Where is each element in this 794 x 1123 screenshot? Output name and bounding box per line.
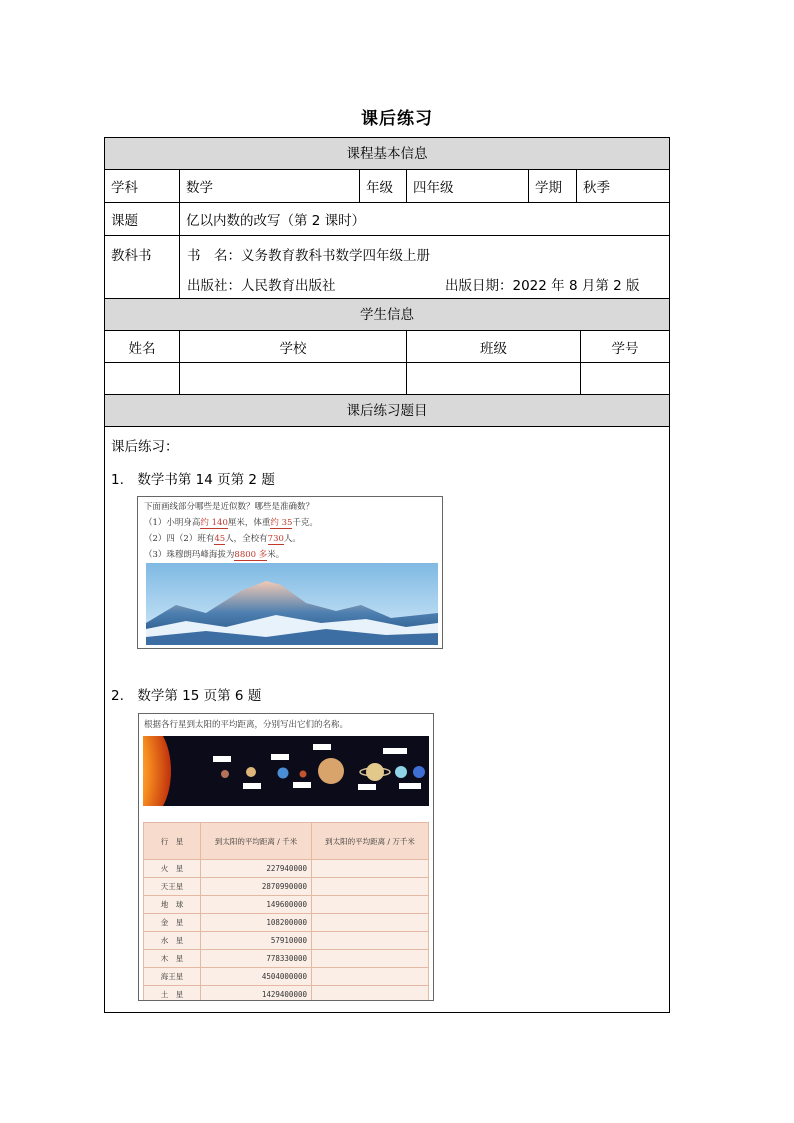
planet-distance-table: [143, 822, 429, 1001]
term-value: 秋季: [583, 180, 610, 196]
subject-value: 数学: [180, 170, 360, 202]
exercises-intro: 课后练习：: [111, 439, 179, 455]
publisher: 出版社：人民教育出版社: [187, 278, 336, 294]
table-row: 海王星 4504000000: [144, 968, 429, 986]
grade-label: 年级: [360, 170, 407, 202]
answer-cell[interactable]: [312, 932, 429, 950]
topic-row: [105, 203, 669, 236]
publish-date: 出版日期：2022 年 8 月第 2 版: [445, 278, 640, 294]
topic-value: 亿以内数的改写（第 2 课时）: [186, 213, 366, 229]
answer-cell[interactable]: [312, 860, 429, 878]
answer-cell[interactable]: [312, 896, 429, 914]
answer-cell[interactable]: [312, 986, 429, 1002]
table-row: 地 球 149600000: [144, 896, 429, 914]
student-columns-row: [105, 331, 669, 363]
exercise-1-image: [137, 496, 443, 649]
table-row: 金 星 108200000: [144, 914, 429, 932]
page-title: 课后练习: [361, 109, 433, 129]
textbook-label: 教科书: [105, 236, 180, 298]
th-planet: 行 星: [144, 823, 201, 860]
answer-cell[interactable]: [312, 968, 429, 986]
school-field[interactable]: [180, 363, 407, 394]
exercises-header: 课后练习题目: [105, 395, 669, 427]
book-name: 书 名：义务教育教科书数学四年级上册: [187, 248, 430, 264]
ex2-question: 根据各行星到太阳的平均距离，分别写出它们的名称。: [144, 720, 349, 730]
textbook-row: [105, 236, 669, 299]
question-1-title: 1. 数学书第 14 页第 2 题: [111, 472, 275, 488]
class-field[interactable]: [407, 363, 581, 394]
question-2-title: 2. 数学第 15 页第 6 题: [111, 688, 262, 704]
exercise-2-image: [138, 713, 434, 1001]
ex1-line-2: （2）四（2）班有45人，全校有730人。: [144, 534, 301, 544]
lesson-form: [104, 137, 670, 1013]
student-info-header: 学生信息: [105, 299, 669, 331]
table-row: 水 星 57910000: [144, 932, 429, 950]
answer-cell[interactable]: [312, 878, 429, 896]
col-school: 学校: [180, 331, 407, 362]
name-field[interactable]: [105, 363, 180, 394]
topic-label: 课题: [105, 203, 180, 235]
table-row: 天王星 2870990000: [144, 878, 429, 896]
table-row: 土 星 1429400000: [144, 986, 429, 1002]
answer-cell[interactable]: [312, 914, 429, 932]
grade-value: 四年级: [407, 170, 529, 202]
ex1-question: 下面画线部分哪些是近似数？哪些是准确数？: [144, 502, 315, 512]
subject-row: [105, 170, 669, 203]
th-distance-wan-km: 到太阳的平均距离 / 万千米: [312, 823, 429, 860]
solar-system-illustration: [143, 736, 429, 806]
table-row: 木 星 778330000: [144, 950, 429, 968]
ex1-line-3: （3）珠穆朗玛峰海拔为8800 多米。: [144, 550, 285, 560]
col-student-id: 学号: [611, 340, 639, 357]
student-id-field[interactable]: [581, 363, 669, 394]
table-row: 火 星 227940000: [144, 860, 429, 878]
course-info-header: 课程基本信息: [105, 138, 669, 170]
ex1-line-1: （1）小明身高约 140厘米，体重约 35千克。: [144, 518, 318, 528]
term-label: 学期: [529, 170, 577, 202]
col-class: 班级: [407, 331, 581, 362]
subject-label: 学科: [105, 170, 180, 202]
mountain-illustration: [146, 563, 438, 645]
answer-cell[interactable]: [312, 950, 429, 968]
th-distance-km: 到太阳的平均距离 / 千米: [201, 823, 312, 860]
student-input-row: [105, 363, 669, 395]
col-name: 姓名: [105, 331, 180, 362]
